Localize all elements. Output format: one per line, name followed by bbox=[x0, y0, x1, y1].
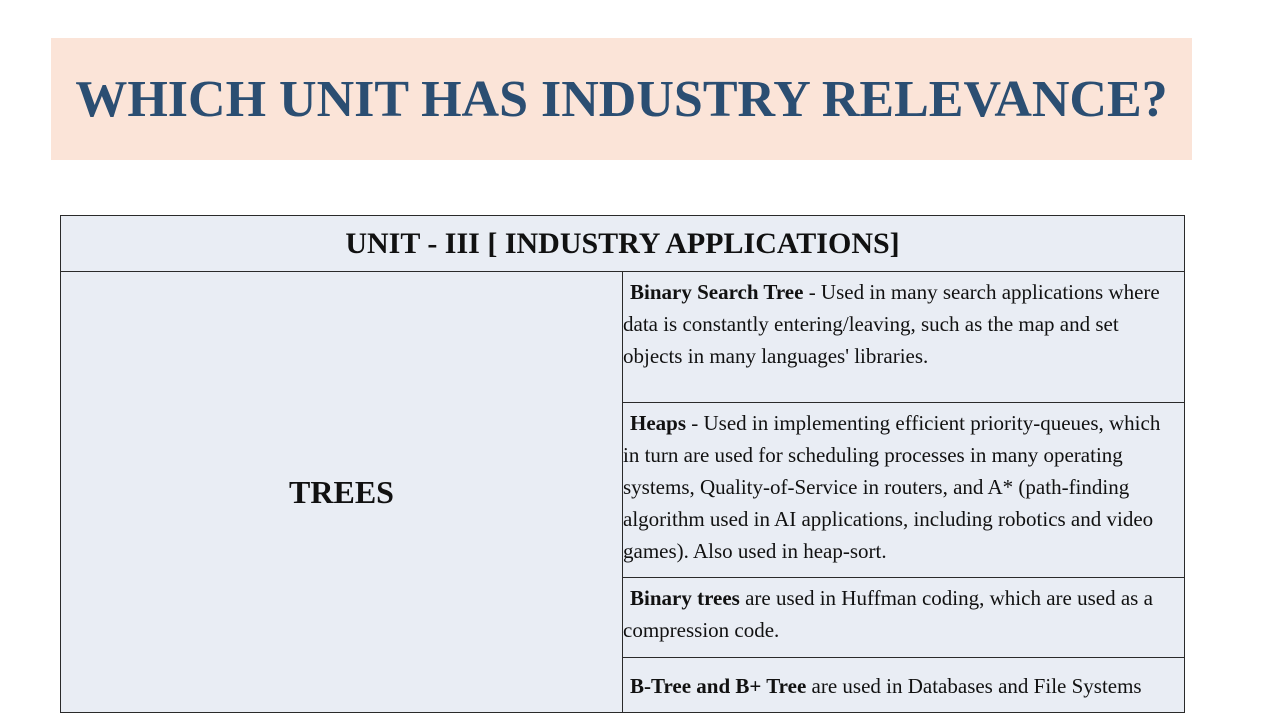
term-label: B-Tree and B+ Tree bbox=[630, 674, 807, 698]
term-description: are used in Databases and File Systems bbox=[806, 674, 1142, 698]
term-description: are used in Huffman coding, which are used as a compression code. bbox=[623, 586, 1153, 642]
description-cell bbox=[623, 403, 1185, 578]
industry-applications-table bbox=[60, 215, 1185, 713]
term-label: Binary trees bbox=[630, 586, 740, 610]
category-cell: TREES bbox=[61, 272, 623, 713]
description-cell bbox=[623, 272, 1185, 403]
title-banner bbox=[51, 38, 1192, 160]
term-description: - Used in implementing efficient priority-queues, which in turn are used for scheduling processes in many operating systems, Quality-of-Service in routers, and A* (path-finding algorithm used in AI applications, including robotics and video games). Also used in heap-sort. bbox=[623, 411, 1161, 563]
page-title: WHICH UNIT HAS INDUSTRY RELEVANCE? bbox=[75, 70, 1168, 128]
term-label: Binary Search Tree bbox=[630, 280, 804, 304]
description-cell bbox=[623, 578, 1185, 658]
table-row bbox=[61, 272, 1185, 403]
table-header-row bbox=[61, 216, 1185, 272]
description-cell bbox=[623, 658, 1185, 713]
table-header: UNIT - III [ INDUSTRY APPLICATIONS] bbox=[61, 216, 1185, 272]
term-description: - Used in many search applications where data is constantly entering/leaving, such as the map and set objects in many languages' libraries. bbox=[623, 280, 1160, 368]
term-label: Heaps bbox=[630, 411, 687, 435]
